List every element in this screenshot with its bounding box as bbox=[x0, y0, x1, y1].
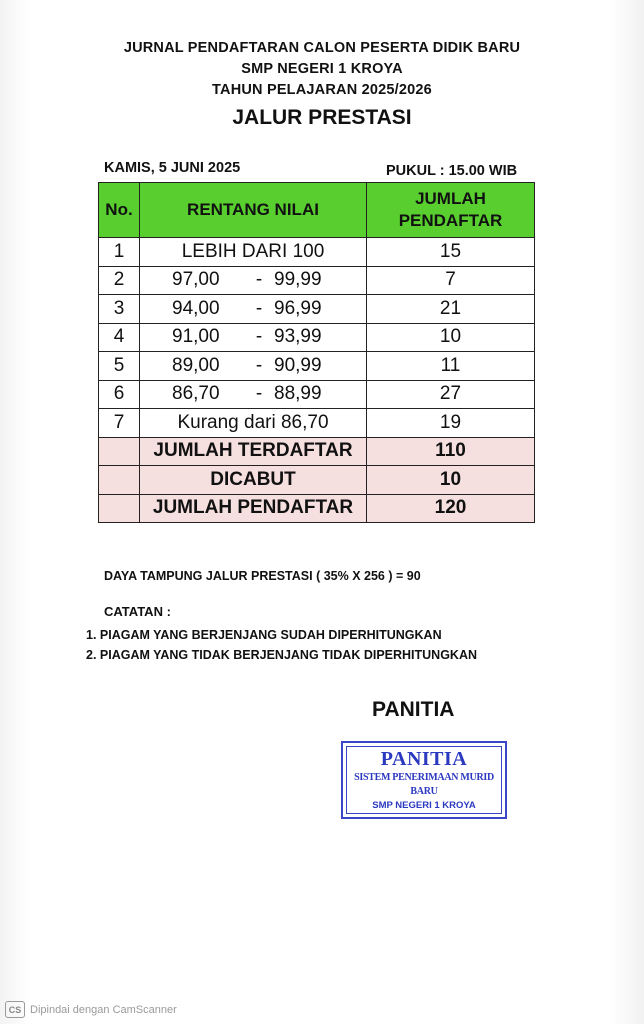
row-count: 10 bbox=[367, 323, 535, 352]
total-no-cell bbox=[99, 494, 140, 523]
row-no: 2 bbox=[99, 266, 140, 295]
range-low: 91,00 bbox=[172, 326, 220, 348]
range-separator: - bbox=[255, 326, 263, 348]
range-separator: - bbox=[255, 269, 263, 291]
total-label: DICABUT bbox=[140, 466, 367, 495]
document-title: JALUR PRESTASI bbox=[232, 106, 412, 129]
row-range bbox=[140, 352, 367, 381]
capacity-note: DAYA TAMPUNG JALUR PRESTASI ( 35% X 256 ) = 90 bbox=[104, 569, 421, 583]
table-row bbox=[99, 295, 535, 324]
header-line-1: JURNAL PENDAFTARAN CALON PESERTA DIDIK BARU bbox=[123, 40, 521, 56]
header-count-line2: PENDAFTAR bbox=[398, 211, 503, 230]
row-range bbox=[140, 323, 367, 352]
row-range: Kurang dari 86,70 bbox=[140, 409, 367, 438]
table-row bbox=[99, 323, 535, 352]
table-header-row bbox=[99, 183, 535, 238]
notes-list bbox=[86, 625, 477, 665]
total-value: 110 bbox=[367, 437, 535, 466]
committee-stamp bbox=[341, 741, 507, 819]
registration-table bbox=[98, 182, 535, 523]
stamp-school: SMP NEGERI 1 KROYA bbox=[372, 800, 476, 811]
range-high: 93,99 bbox=[274, 326, 322, 348]
range-separator: - bbox=[255, 297, 263, 319]
row-count: 11 bbox=[367, 352, 535, 381]
document-header bbox=[0, 38, 644, 133]
row-range bbox=[140, 266, 367, 295]
total-value: 120 bbox=[367, 494, 535, 523]
scanner-watermark bbox=[5, 1001, 177, 1018]
total-value: 10 bbox=[367, 466, 535, 495]
table-row bbox=[99, 266, 535, 295]
report-time: PUKUL : 15.00 WIB bbox=[386, 163, 518, 179]
row-count: 15 bbox=[367, 238, 535, 267]
row-no: 7 bbox=[99, 409, 140, 438]
report-date: KAMIS, 5 JUNI 2025 bbox=[104, 160, 241, 176]
watermark-text: Dipindai dengan CamScanner bbox=[30, 1003, 177, 1016]
row-range bbox=[140, 380, 367, 409]
row-no: 3 bbox=[99, 295, 140, 324]
header-line-3: TAHUN PELAJARAN 2025/2026 bbox=[212, 82, 432, 98]
committee-signature: PANITIA bbox=[372, 698, 455, 721]
range-high: 88,99 bbox=[274, 383, 322, 405]
row-no: 4 bbox=[99, 323, 140, 352]
row-count: 19 bbox=[367, 409, 535, 438]
range-low: 89,00 bbox=[172, 354, 220, 376]
header-no: No. bbox=[99, 183, 140, 238]
header-count-line1: JUMLAH bbox=[415, 189, 486, 208]
total-row-withdrawn bbox=[99, 466, 535, 495]
range-low: 86,70 bbox=[172, 383, 220, 405]
notes-title: CATATAN : bbox=[104, 604, 171, 619]
range-separator: - bbox=[255, 354, 263, 376]
range-high: 99,99 bbox=[274, 269, 322, 291]
range-high: 96,99 bbox=[274, 297, 322, 319]
row-no: 5 bbox=[99, 352, 140, 381]
row-count: 27 bbox=[367, 380, 535, 409]
total-no-cell bbox=[99, 466, 140, 495]
table-row bbox=[99, 380, 535, 409]
header-count bbox=[367, 183, 535, 238]
range-separator: - bbox=[255, 383, 263, 405]
header-line-2: SMP NEGERI 1 KROYA bbox=[241, 61, 403, 77]
note-item: 1. PIAGAM YANG BERJENJANG SUDAH DIPERHITUNGKAN bbox=[86, 628, 442, 642]
table-row bbox=[99, 352, 535, 381]
row-range bbox=[140, 295, 367, 324]
table-row bbox=[99, 238, 535, 267]
row-count: 21 bbox=[367, 295, 535, 324]
range-low: 97,00 bbox=[172, 269, 220, 291]
total-row-registered bbox=[99, 437, 535, 466]
range-low: 94,00 bbox=[172, 297, 220, 319]
row-range: LEBIH DARI 100 bbox=[140, 238, 367, 267]
total-label: JUMLAH TERDAFTAR bbox=[140, 437, 367, 466]
row-count: 7 bbox=[367, 266, 535, 295]
row-no: 6 bbox=[99, 380, 140, 409]
total-no-cell bbox=[99, 437, 140, 466]
camscanner-icon: CS bbox=[5, 1001, 25, 1018]
row-no: 1 bbox=[99, 238, 140, 267]
header-range: RENTANG NILAI bbox=[140, 183, 367, 238]
range-high: 90,99 bbox=[274, 354, 322, 376]
total-label: JUMLAH PENDAFTAR bbox=[140, 494, 367, 523]
table-row bbox=[99, 409, 535, 438]
stamp-subtitle: SISTEM PENERIMAAN MURID BARU bbox=[354, 772, 494, 797]
stamp-title: PANITIA bbox=[380, 748, 468, 770]
note-item: 2. PIAGAM YANG TIDAK BERJENJANG TIDAK DIPERHITUNGKAN bbox=[86, 648, 478, 662]
total-row-applicants bbox=[99, 494, 535, 523]
